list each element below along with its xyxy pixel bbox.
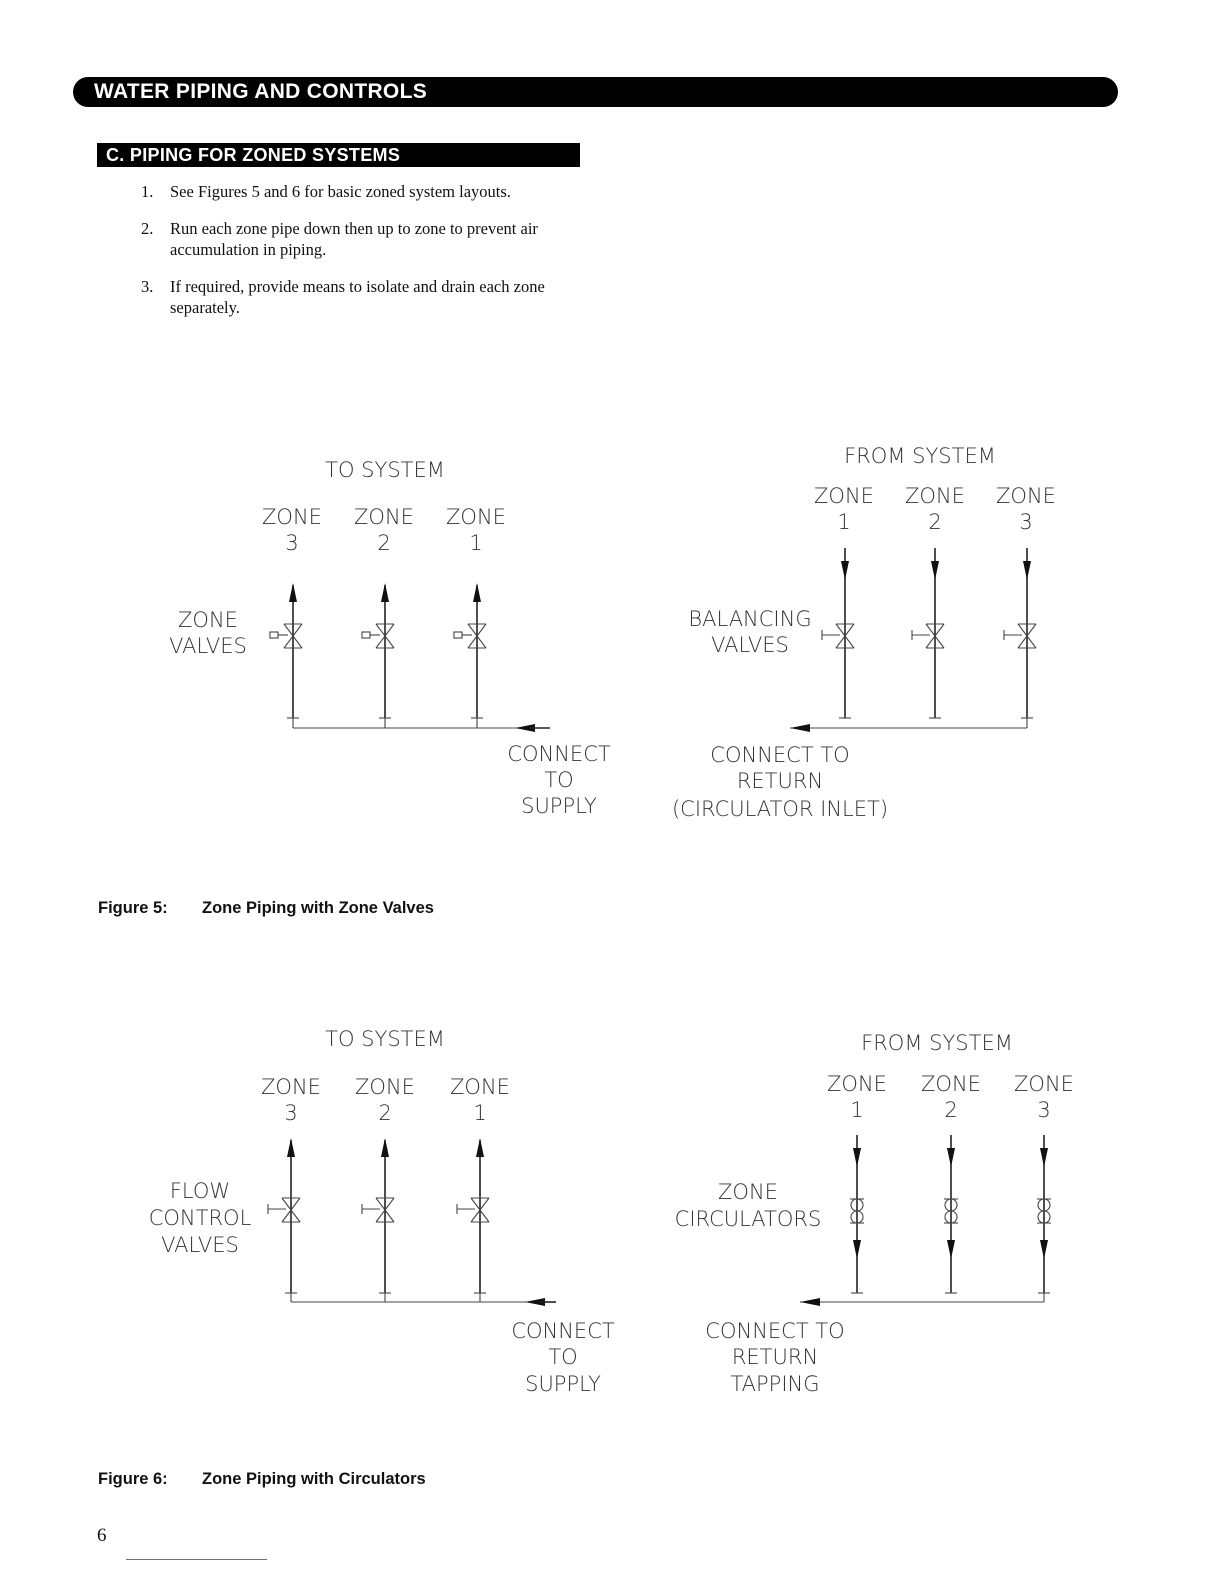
fig6-right-title: FROM SYSTEM [861,1031,1013,1055]
fig6-left-zone-word: ZONE [450,1075,510,1099]
fig6-left-valve-label: VALVES [161,1233,239,1257]
fig6-right-connect-label: TAPPING [730,1372,820,1396]
fig5-left-pipes [287,583,550,732]
fig5-balancing-valve-icons [822,624,1036,648]
figure-6-title: Zone Piping with Circulators [202,1470,426,1488]
fig6-right-zone-word: ZONE [921,1072,981,1096]
figure-5-title: Zone Piping with Zone Valves [202,899,434,917]
fig5-left-connect-label: TO [544,768,574,792]
fig6-left-zone-word: ZONE [355,1075,415,1099]
step-text: Run each zone pipe down then up to zone to prevent air accumulation in piping. [170,219,538,259]
fig6-right-valve-label: CIRCULATORS [674,1207,822,1231]
fig5-right-connect-label: (CIRCULATOR INLET) [671,797,889,821]
fig5-right-zone-num: 3 [1019,510,1033,534]
page-number: 6 [97,1525,107,1546]
step-text: See Figures 5 and 6 for basic zoned system layouts. [170,182,511,201]
instruction-list [141,181,591,334]
fig6-left-zone-word: ZONE [261,1075,321,1099]
fig6-left-valve-label: FLOW [169,1179,231,1203]
fig6-left-zone-num: 1 [473,1101,487,1125]
fig5-right-valve-label: VALVES [711,633,789,657]
fig5-right-zone-word: ZONE [905,484,965,508]
fig5-right-connect-label: CONNECT TO [710,743,850,767]
fig6-supply-diagram [149,1027,615,1396]
fig6-left-pipes [285,1138,556,1306]
fig6-right-zone-word: ZONE [827,1072,887,1096]
fig5-right-zone-word: ZONE [996,484,1056,508]
fig5-left-zone-word: ZONE [354,505,414,529]
fig5-left-zone-word: ZONE [446,505,506,529]
fig6-left-zone-num: 2 [378,1101,392,1125]
step-number: 2. [141,219,154,238]
step-text: If required, provide means to isolate and drain each zone separately. [170,277,545,317]
fig6-flow-control-valve-icons [268,1198,489,1222]
fig5-zone-valve-icons [270,624,486,648]
fig5-left-zone-word: ZONE [262,505,322,529]
fig6-left-zone-num: 3 [284,1101,298,1125]
fig5-right-valve-label: BALANCING [688,607,812,631]
fig6-right-zone-word: ZONE [1014,1072,1074,1096]
fig5-left-zone-num: 1 [469,531,483,555]
list-item [141,276,591,318]
fig5-right-connect-label: RETURN [736,769,824,793]
fig6-left-title: TO SYSTEM [325,1027,445,1051]
step-number: 1. [141,182,154,201]
list-item [141,218,591,260]
step-number: 3. [141,277,154,296]
fig6-right-zone-num: 2 [944,1098,958,1122]
fig5-left-zone-num: 2 [377,531,391,555]
figure-6-number: Figure 6: [98,1470,168,1488]
fig6-return-diagram [675,1031,1074,1396]
subsection-heading: C. PIPING FOR ZONED SYSTEMS [97,143,580,167]
figure-5-caption [98,899,434,918]
fig5-left-valve-label: ZONE [178,608,238,632]
fig5-supply-diagram [169,458,611,818]
fig6-left-connect-label: CONNECT [511,1319,615,1343]
figure-5-number: Figure 5: [98,899,168,917]
fig5-left-zone-num: 3 [285,531,299,555]
footer-rule [126,1559,267,1560]
fig6-right-zone-num: 1 [850,1098,864,1122]
fig5-right-title: FROM SYSTEM [844,444,996,468]
fig6-right-zone-num: 3 [1037,1098,1051,1122]
fig6-right-valve-label: ZONE [718,1180,778,1204]
figure-6-diagram [0,995,1224,1495]
fig5-left-valve-label: VALVES [169,634,247,658]
fig5-left-title: TO SYSTEM [325,458,445,482]
figure-5-diagram [0,420,1224,920]
fig5-left-connect-label: SUPPLY [521,794,597,818]
fig6-left-connect-label: SUPPLY [525,1372,601,1396]
list-item [141,181,591,202]
figure-6-caption [98,1470,426,1489]
fig5-right-zone-word: ZONE [814,484,874,508]
fig6-right-pipes [800,1135,1050,1306]
fig5-right-zone-num: 2 [928,510,942,534]
fig5-left-connect-label: CONNECT [507,742,611,766]
section-banner: WATER PIPING AND CONTROLS [73,77,1118,107]
fig5-right-zone-num: 1 [837,510,851,534]
fig6-left-valve-label: CONTROL [148,1206,252,1230]
fig5-return-diagram [672,444,1056,821]
fig6-left-connect-label: TO [548,1345,578,1369]
fig6-right-connect-label: RETURN [731,1345,819,1369]
fig6-right-connect-label: CONNECT TO [705,1319,845,1343]
